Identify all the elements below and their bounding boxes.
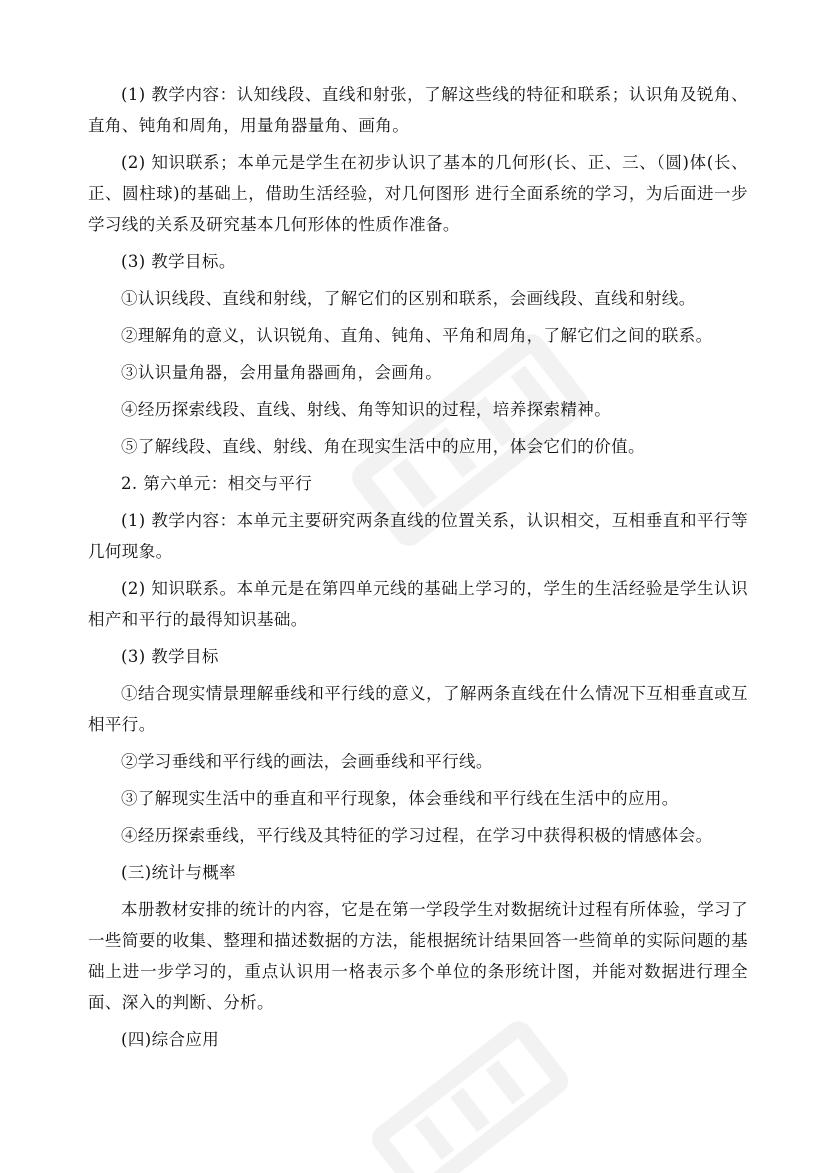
unit6-goal-item-1: ①结合现实情景理解垂线和平行线的意义，了解两条直线在什么情况下互相垂直或互相平行。 [88, 684, 748, 734]
paragraph-statistics: 本册教材安排的统计的内容，它是在第一学段学生对数据统计过程有所体验，学习了一些简要的收集、整理和描述数据的方法，能根据统计结果回答一些简单的实际问题的基础上进一步学习的，重点认识用一格表示多个单位的条形统计图，并能对数据进行理全面、深入的判断、分析。 [88, 900, 748, 1012]
goal-item-3: ③认识量角器，会用量角器画角，会画角。 [121, 363, 443, 382]
unit6-goal-item-2: ②学习垂线和平行线的画法，会画垂线和平行线。 [121, 752, 493, 771]
goal-item-1: ①认识线段、直线和射线，了解它们的区别和联系，会画线段、直线和射线。 [121, 289, 696, 308]
goal-item-4: ④经历探索线段、直线、射线、角等知识的过程，培养探索精神。 [121, 400, 612, 419]
unit6-goal-item-4: ④经历探索垂线，平行线及其特征的学习过程，在学习中获得积极的情感体会。 [121, 826, 713, 845]
section-heading-unit-6: 2. 第六单元：相交与平行 [121, 474, 313, 493]
paragraph-unit6-goals-heading: (3) 教学目标 [121, 647, 219, 666]
section-heading-comprehensive: (四)综合应用 [121, 1030, 220, 1049]
goal-item-5: ⑤了解线段、直线、射线、角在现实生活中的应用，体会它们的价值。 [121, 437, 645, 456]
paragraph-teaching-goals-heading: (3) 教学目标。 [121, 252, 236, 271]
paragraph-knowledge-link: (2) 知识联系；本单元是学生在初步认识了基本的几何形(长、正、三、（圆)体(长、正、圆柱球)的基础上，借助生活经验，对几何图形 进行全面系统的学习，为后面进一步学习线的关系及研究基本几何形体的性质作准备。 [88, 153, 748, 234]
section-heading-statistics: (三)统计与概率 [121, 863, 237, 882]
document-body [88, 79, 748, 1061]
goal-item-2: ②理解角的意义，认识锐角、直角、钝角、平角和周角，了解它们之间的联系。 [121, 326, 713, 345]
paragraph-unit6-content: (1) 教学内容：本单元主要研究两条直线的位置关系，认识相交，互相垂直和平行等几何现象。 [88, 511, 748, 561]
unit6-goal-item-3: ③了解现实生活中的垂直和平行现象，体会垂线和平行线在生活中的应用。 [121, 789, 679, 808]
paragraph-unit6-knowledge-link: (2) 知识联系。本单元是在第四单元线的基础上学习的，学生的生活经验是学生认识相产和平行的最得知识基础。 [88, 579, 748, 629]
paragraph-teaching-content: (1) 教学内容：认知线段、直线和射张，了解这些线的特征和联系；认识角及锐角、直角、钝角和周角，用量角器量角、画角。 [88, 85, 748, 135]
